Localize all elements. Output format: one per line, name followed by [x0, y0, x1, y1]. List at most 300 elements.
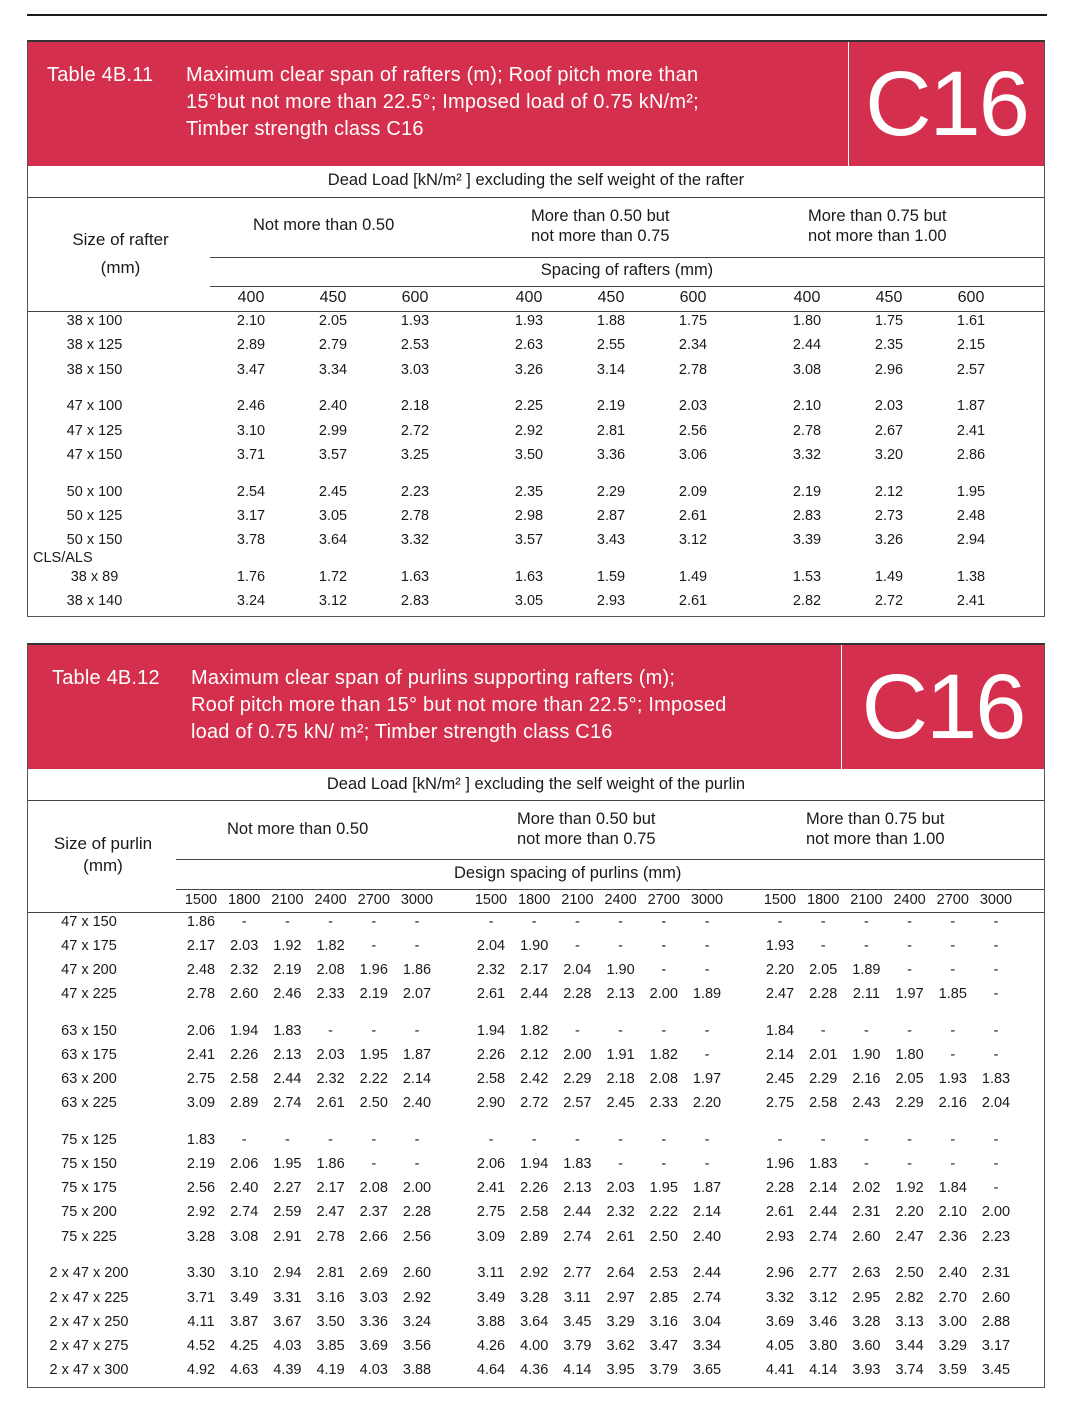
span-value-cell: - [371, 1023, 377, 1039]
span-value-cell: 2.61 [765, 1204, 795, 1220]
span-value-cell: 2.83 [792, 508, 822, 524]
span-value-cell: 3.10 [230, 1265, 259, 1281]
span-value-cell: 2.29 [596, 484, 626, 500]
span-value-cell: 2.45 [765, 1071, 795, 1087]
span-value-cell: 3.29 [606, 1314, 635, 1330]
span-value-cell: 3.10 [236, 423, 266, 439]
span-value-cell: 3.60 [852, 1338, 881, 1354]
span-value-cell: 2.29 [563, 1071, 592, 1087]
row-size-label: 63 x 225 [61, 1095, 117, 1111]
span-value-cell: 4.39 [273, 1362, 302, 1378]
spacing-column-header: 2100 [271, 892, 304, 908]
span-value-cell: 3.71 [236, 447, 266, 463]
span-value-cell: 3.29 [938, 1338, 967, 1354]
span-value-cell: 1.97 [692, 1071, 722, 1087]
divider [210, 257, 1044, 258]
span-value-cell: 3.47 [236, 362, 266, 378]
span-value-cell: 2.10 [792, 398, 822, 414]
row-size-label: 63 x 150 [61, 1023, 117, 1039]
row-size-label: 38 x 125 [66, 337, 123, 353]
span-value-cell: 3.16 [649, 1314, 678, 1330]
row-size-label: 75 x 225 [61, 1229, 117, 1245]
span-value-cell: 2.88 [981, 1314, 1011, 1330]
span-value-cell: 2.48 [956, 508, 986, 524]
span-value-cell: - [618, 914, 624, 930]
span-value-cell: 2.50 [359, 1095, 388, 1111]
span-value-cell: 2.55 [596, 337, 626, 353]
span-value-cell: 2.03 [606, 1180, 635, 1196]
span-value-cell: - [993, 938, 999, 954]
span-value-cell: - [414, 938, 420, 954]
span-value-cell: 2.00 [981, 1204, 1011, 1220]
span-value-cell: 4.00 [520, 1338, 549, 1354]
span-value-cell: 2.13 [606, 986, 635, 1002]
table-title-line: load of 0.75 kN/ m²; Timber strength class C16 [191, 721, 613, 743]
span-value-cell: 2.32 [606, 1204, 635, 1220]
row-size-label: 2 x 47 x 300 [49, 1362, 129, 1378]
span-value-cell: 2.61 [316, 1095, 345, 1111]
row-size-label: 2 x 47 x 200 [49, 1265, 129, 1281]
span-value-cell: 2.58 [809, 1095, 838, 1111]
span-value-cell: 2.96 [765, 1265, 795, 1281]
span-value-cell: 2.35 [874, 337, 904, 353]
row-size-label: 2 x 47 x 275 [49, 1338, 129, 1354]
span-value-cell: 2.19 [273, 962, 302, 978]
span-value-cell: 3.57 [318, 447, 348, 463]
span-value-cell: 3.25 [400, 447, 430, 463]
span-value-cell: 1.94 [230, 1023, 259, 1039]
span-value-cell: 1.89 [692, 986, 722, 1002]
table-number: Table 4B.11 [47, 64, 154, 86]
span-value-cell: 2.47 [895, 1229, 924, 1245]
spacing-column-header: 1800 [228, 892, 261, 908]
spacing-column-header: 2700 [357, 892, 390, 908]
span-value-cell: 2.04 [563, 962, 592, 978]
span-value-cell: 1.93 [400, 313, 430, 329]
span-value-cell: - [704, 1023, 710, 1039]
size-column-heading: Size of purlin (mm) [53, 834, 153, 875]
span-value-cell: 2.58 [476, 1071, 506, 1087]
span-value-cell: 1.86 [186, 914, 216, 930]
span-value-cell: 4.52 [186, 1338, 216, 1354]
span-value-cell: 4.11 [187, 1314, 215, 1330]
span-value-cell: 1.76 [236, 569, 266, 585]
span-value-cell: 3.79 [649, 1362, 678, 1378]
span-value-cell: 2.14 [809, 1180, 838, 1196]
span-value-cell: 2.82 [792, 593, 822, 609]
row-size-label: 75 x 150 [61, 1156, 117, 1172]
span-value-cell: 2.45 [606, 1095, 635, 1111]
span-value-cell: 3.05 [318, 508, 348, 524]
span-value-cell: 3.50 [514, 447, 544, 463]
spacing-column-header: 400 [793, 289, 821, 306]
span-value-cell: 1.88 [596, 313, 626, 329]
span-value-cell: 1.75 [874, 313, 904, 329]
span-value-cell: 2.14 [765, 1047, 795, 1063]
span-value-cell: 1.83 [981, 1071, 1011, 1087]
span-value-cell: 3.36 [359, 1314, 388, 1330]
span-value-cell: 1.83 [809, 1156, 838, 1172]
span-value-cell: 2.23 [981, 1229, 1011, 1245]
span-value-cell: 1.80 [895, 1047, 924, 1063]
span-value-cell: 2.32 [316, 1071, 345, 1087]
span-value-cell: - [863, 938, 869, 954]
span-value-cell: 2.44 [563, 1204, 592, 1220]
spacing-column-header: 2100 [850, 892, 883, 908]
dead-load-group-heading: More than 0.75 but not more than 1.00 [808, 207, 947, 245]
row-size-label: 47 x 125 [66, 423, 123, 439]
span-value-cell: 3.00 [938, 1314, 967, 1330]
span-value-cell: 2.04 [981, 1095, 1011, 1111]
span-value-cell: - [704, 1132, 710, 1148]
span-value-cell: 2.03 [678, 398, 708, 414]
span-value-cell: - [531, 1132, 537, 1148]
span-value-cell: 2.14 [402, 1071, 432, 1087]
span-value-cell: 2.57 [956, 362, 986, 378]
row-size-label: 47 x 100 [66, 398, 123, 414]
span-value-cell: 2.47 [765, 986, 795, 1002]
span-value-cell: 4.03 [273, 1338, 302, 1354]
span-value-cell: 2.63 [514, 337, 544, 353]
span-value-cell: - [993, 1047, 999, 1063]
span-value-cell: 1.80 [792, 313, 822, 329]
span-value-cell: - [907, 962, 913, 978]
span-value-cell: 2.16 [852, 1071, 881, 1087]
span-value-cell: 1.90 [606, 962, 635, 978]
span-value-cell: 2.83 [400, 593, 430, 609]
span-value-cell: 3.87 [230, 1314, 259, 1330]
span-value-cell: 2.29 [809, 1071, 838, 1087]
span-value-cell: 3.85 [316, 1338, 345, 1354]
span-value-cell: - [777, 914, 783, 930]
span-value-cell: 3.93 [852, 1362, 881, 1378]
span-value-cell: 3.26 [514, 362, 544, 378]
span-value-cell: 3.49 [476, 1290, 506, 1306]
span-value-cell: 3.32 [792, 447, 822, 463]
span-value-cell: 2.61 [606, 1229, 635, 1245]
span-value-cell: - [488, 914, 494, 930]
span-value-cell: 1.96 [359, 962, 388, 978]
span-value-cell: 2.06 [186, 1023, 216, 1039]
span-value-cell: 2.70 [938, 1290, 967, 1306]
spacing-column-header: 1800 [807, 892, 840, 908]
span-value-cell: 2.03 [316, 1047, 345, 1063]
span-value-cell: 2.44 [692, 1265, 722, 1281]
span-value-cell: 3.34 [692, 1338, 722, 1354]
span-value-cell: 4.41 [765, 1362, 795, 1378]
span-value-cell: 1.91 [606, 1047, 635, 1063]
span-value-cell: - [284, 1132, 290, 1148]
span-value-cell: 2.82 [895, 1290, 924, 1306]
span-value-cell: 3.79 [563, 1338, 592, 1354]
span-value-cell: 1.61 [956, 313, 986, 329]
span-value-cell: 2.64 [606, 1265, 635, 1281]
span-value-cell: 2.73 [874, 508, 904, 524]
span-value-cell: 2.89 [236, 337, 266, 353]
span-value-cell: 1.84 [765, 1023, 795, 1039]
span-value-cell: 2.37 [359, 1204, 388, 1220]
span-value-cell: - [993, 914, 999, 930]
span-value-cell: - [328, 1132, 334, 1148]
span-value-cell: 2.77 [563, 1265, 592, 1281]
row-size-label: 38 x 100 [66, 313, 123, 329]
span-value-cell: 2.67 [874, 423, 904, 439]
span-value-cell: 1.94 [476, 1023, 506, 1039]
row-size-label: 47 x 175 [61, 938, 117, 954]
span-value-cell: 2.09 [678, 484, 708, 500]
span-value-cell: 2.44 [792, 337, 822, 353]
spacing-column-header: 450 [875, 289, 903, 306]
span-value-cell: 2.28 [402, 1204, 432, 1220]
span-value-cell: 2.08 [649, 1071, 678, 1087]
span-value-cell: 3.24 [402, 1314, 432, 1330]
span-value-cell: - [618, 1156, 624, 1172]
span-value-cell: 2.13 [273, 1047, 302, 1063]
span-value-cell: 2.17 [186, 938, 216, 954]
span-value-cell: - [371, 938, 377, 954]
span-value-cell: 2.33 [649, 1095, 678, 1111]
span-value-cell: - [574, 938, 580, 954]
row-size-label: 75 x 175 [61, 1180, 117, 1196]
span-value-cell: 2.28 [563, 986, 592, 1002]
row-size-label: 38 x 150 [66, 362, 123, 378]
span-value-cell: 1.83 [186, 1132, 216, 1148]
span-value-cell: - [704, 1156, 710, 1172]
span-value-cell: 2.16 [938, 1095, 967, 1111]
span-value-cell: 2.27 [273, 1180, 302, 1196]
span-value-cell: 2.61 [678, 593, 708, 609]
span-value-cell: - [907, 914, 913, 930]
span-value-cell: 4.14 [563, 1362, 592, 1378]
strength-class-badge: C16 [848, 42, 1044, 166]
span-value-cell: 2.32 [230, 962, 259, 978]
span-value-cell: 2.78 [792, 423, 822, 439]
span-value-cell: 2.42 [520, 1071, 549, 1087]
span-value-cell: 2.60 [852, 1229, 881, 1245]
span-value-cell: 1.95 [649, 1180, 678, 1196]
span-value-cell: 2.32 [476, 962, 506, 978]
span-value-cell: 2.50 [649, 1229, 678, 1245]
span-value-cell: 1.90 [852, 1047, 881, 1063]
table-number: Table 4B.12 [52, 667, 160, 689]
span-value-cell: 2.93 [596, 593, 626, 609]
span-value-cell: 2.58 [520, 1204, 549, 1220]
dead-load-heading: Dead Load [kN/m² ] excluding the self weight of the purlin [326, 775, 746, 793]
span-value-cell: 2.74 [230, 1204, 259, 1220]
span-value-cell: 2.10 [938, 1204, 967, 1220]
top-rule [27, 14, 1047, 16]
dead-load-group-heading: Not more than 0.50 [253, 216, 395, 234]
spacing-column-header: 3000 [400, 892, 434, 908]
span-value-cell: 3.08 [230, 1229, 259, 1245]
span-value-cell: 3.59 [938, 1362, 967, 1378]
span-value-cell: - [820, 938, 826, 954]
span-value-cell: - [950, 1132, 956, 1148]
span-value-cell: 3.13 [895, 1314, 924, 1330]
row-subheading: CLS/ALS [33, 550, 93, 566]
span-value-cell: 2.74 [809, 1229, 838, 1245]
span-value-cell: 2.33 [316, 986, 345, 1002]
span-value-cell: 2.77 [809, 1265, 838, 1281]
span-value-cell: 1.53 [792, 569, 822, 585]
spacing-column-header: 2700 [936, 892, 969, 908]
span-value-cell: 1.87 [692, 1180, 722, 1196]
span-value-cell: 2.58 [230, 1071, 259, 1087]
row-size-label: 47 x 200 [61, 962, 117, 978]
span-value-cell: 2.41 [956, 423, 986, 439]
row-size-label: 50 x 150 [66, 532, 123, 548]
span-value-cell: 1.86 [402, 962, 432, 978]
span-value-cell: 2.07 [402, 986, 432, 1002]
span-value-cell: 2.74 [692, 1290, 722, 1306]
span-value-cell: 4.36 [520, 1362, 549, 1378]
spacing-column-header: 600 [957, 289, 985, 306]
span-value-cell: 1.92 [895, 1180, 924, 1196]
span-value-cell: 2.15 [956, 337, 986, 353]
divider [176, 889, 1044, 890]
span-value-cell: 1.87 [956, 398, 986, 414]
span-value-cell: 2.50 [895, 1265, 924, 1281]
strength-class-badge: C16 [841, 645, 1044, 769]
dead-load-group-heading: More than 0.50 but not more than 0.75 [517, 810, 656, 848]
span-value-cell: 2.60 [402, 1265, 432, 1281]
span-value-cell: - [993, 1132, 999, 1148]
span-value-cell: 2.40 [692, 1229, 722, 1245]
span-value-cell: 3.80 [809, 1338, 838, 1354]
span-value-cell: 2.60 [981, 1290, 1011, 1306]
span-value-cell: 1.86 [316, 1156, 345, 1172]
span-value-cell: - [414, 1132, 420, 1148]
span-value-cell: 3.26 [874, 532, 904, 548]
span-value-cell: 2.41 [186, 1047, 216, 1063]
span-value-cell: - [574, 1023, 580, 1039]
span-value-cell: - [863, 1023, 869, 1039]
span-value-cell: 2.20 [692, 1095, 722, 1111]
span-value-cell: 2.11 [852, 986, 880, 1002]
span-value-cell: - [241, 1132, 247, 1148]
span-value-cell: 3.62 [606, 1338, 635, 1354]
span-value-cell: 2.02 [852, 1180, 881, 1196]
span-value-cell: 2.36 [938, 1229, 967, 1245]
span-value-cell: 2.26 [520, 1180, 549, 1196]
span-value-cell: 2.47 [316, 1204, 345, 1220]
span-value-cell: 2.99 [318, 423, 348, 439]
span-value-cell: 2.90 [476, 1095, 506, 1111]
span-value-cell: - [574, 914, 580, 930]
span-value-cell: 2.20 [895, 1204, 924, 1220]
dead-load-group-heading: More than 0.50 but not more than 0.75 [531, 207, 670, 245]
span-value-cell: 3.14 [596, 362, 626, 378]
spacing-heading: Spacing of rafters (mm) [540, 261, 714, 279]
span-value-cell: 1.83 [273, 1023, 302, 1039]
span-value-cell: 1.49 [874, 569, 904, 585]
span-value-cell: 1.85 [938, 986, 967, 1002]
span-value-cell: 2.75 [186, 1071, 216, 1087]
span-value-cell: 1.95 [956, 484, 986, 500]
span-value-cell: 3.39 [792, 532, 822, 548]
span-value-cell: 3.45 [981, 1362, 1011, 1378]
span-value-cell: 2.06 [476, 1156, 506, 1172]
span-value-cell: 2.57 [563, 1095, 592, 1111]
span-value-cell: 1.49 [678, 569, 708, 585]
span-value-cell: 2.28 [765, 1180, 795, 1196]
span-value-cell: 1.95 [273, 1156, 302, 1172]
span-value-cell: 2.44 [273, 1071, 302, 1087]
span-value-cell: 2.20 [765, 962, 795, 978]
span-value-cell: 3.04 [692, 1314, 722, 1330]
span-value-cell: 2.12 [520, 1047, 549, 1063]
span-value-cell: - [950, 914, 956, 930]
span-value-cell: 2.17 [316, 1180, 345, 1196]
span-value-cell: 2.18 [400, 398, 430, 414]
span-value-cell: 3.50 [316, 1314, 345, 1330]
span-value-cell: 2.61 [476, 986, 506, 1002]
span-value-cell: 2.06 [230, 1156, 259, 1172]
span-value-cell: - [704, 962, 710, 978]
span-value-cell: - [618, 1132, 624, 1148]
table-banner [28, 645, 1044, 769]
span-value-cell: 3.88 [402, 1362, 432, 1378]
span-value-cell: - [371, 914, 377, 930]
span-value-cell: 2.94 [273, 1265, 302, 1281]
span-value-cell: 3.31 [273, 1290, 302, 1306]
span-value-cell: 2.75 [476, 1204, 506, 1220]
span-value-cell: 2.61 [678, 508, 708, 524]
span-value-cell: 2.14 [692, 1204, 722, 1220]
span-value-cell: - [993, 962, 999, 978]
span-value-cell: 1.92 [273, 938, 302, 954]
span-value-cell: 2.89 [520, 1229, 549, 1245]
span-value-cell: 2.31 [852, 1204, 881, 1220]
span-value-cell: 2.34 [678, 337, 708, 353]
span-value-cell: - [950, 1047, 956, 1063]
divider [28, 197, 1044, 198]
spacing-column-header: 2400 [314, 892, 347, 908]
span-value-cell: 1.75 [678, 313, 708, 329]
span-value-cell: 2.96 [874, 362, 904, 378]
span-value-cell: 2.22 [359, 1071, 388, 1087]
span-value-cell: 2.40 [318, 398, 348, 414]
span-value-cell: 2.93 [765, 1229, 795, 1245]
span-value-cell: 1.93 [938, 1071, 967, 1087]
span-value-cell: - [993, 1156, 999, 1172]
span-value-cell: - [907, 1156, 913, 1172]
span-value-cell: 1.82 [316, 938, 345, 954]
span-value-cell: 2.17 [520, 962, 549, 978]
span-value-cell: 2.59 [273, 1204, 302, 1220]
span-value-cell: - [414, 1156, 420, 1172]
span-value-cell: 3.47 [649, 1338, 678, 1354]
span-value-cell: - [661, 1132, 667, 1148]
row-size-label: 2 x 47 x 250 [49, 1314, 129, 1330]
span-value-cell: 2.89 [230, 1095, 259, 1111]
span-value-cell: 1.94 [520, 1156, 549, 1172]
span-value-cell: 2.41 [476, 1180, 506, 1196]
span-value-cell: 2.40 [230, 1180, 259, 1196]
span-value-cell: 4.25 [230, 1338, 259, 1354]
span-value-cell: 3.45 [563, 1314, 592, 1330]
span-value-cell: 3.28 [520, 1290, 549, 1306]
span-value-cell: - [704, 938, 710, 954]
row-size-label: 47 x 225 [61, 986, 117, 1002]
span-value-cell: 3.05 [514, 593, 544, 609]
table-title-line: 15°but not more than 22.5°; Imposed load of 0.75 kN/m²; [186, 91, 699, 113]
span-value-cell: 2.85 [649, 1290, 678, 1306]
span-value-cell: 4.14 [809, 1362, 838, 1378]
span-value-cell: 3.12 [318, 593, 348, 609]
span-value-cell: 3.64 [520, 1314, 549, 1330]
span-value-cell: 2.92 [520, 1265, 549, 1281]
